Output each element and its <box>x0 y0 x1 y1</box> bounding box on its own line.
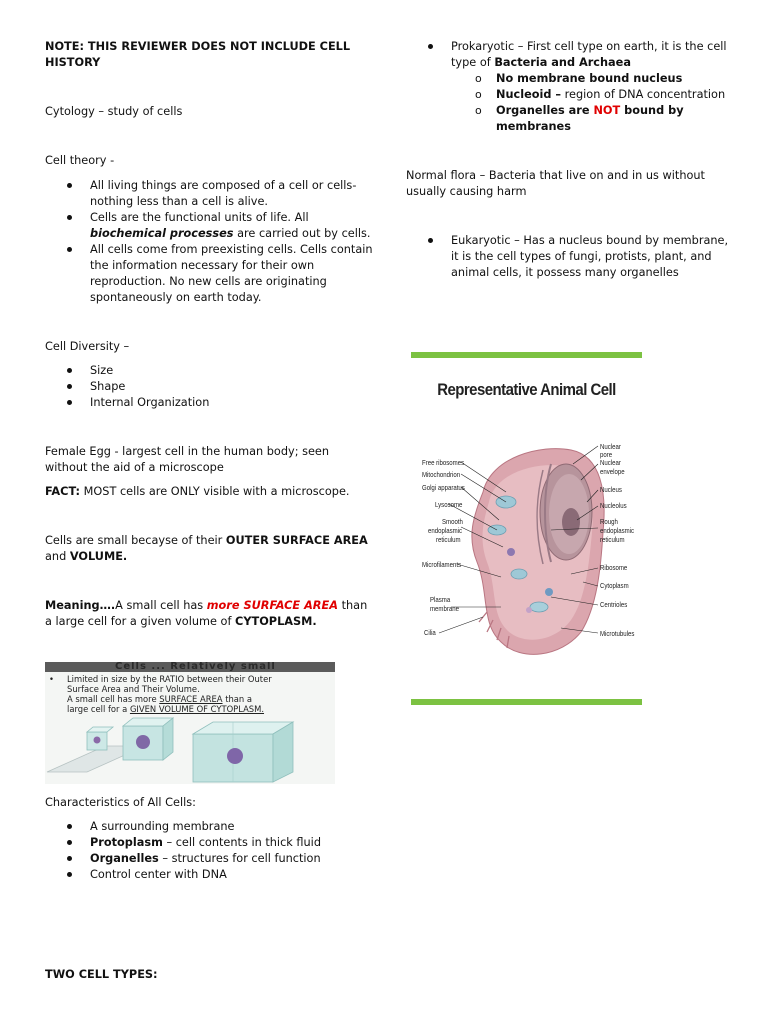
figure-text: • Limited in size by the RATIO between their Outer Surface Area and Their Volume. A small cell has more SURFACE AREA than a large cell for a GIVEN VOLUME OF CYTOPLASM. <box>49 674 272 714</box>
list-item: Shape <box>45 379 375 395</box>
label-envelope: envelope <box>600 467 625 476</box>
label-membrane: membrane <box>430 604 459 613</box>
list-item: All cells come from preexisting cells. Cells contain the information necessary for their own reproduction. No new cells are originating spontaneously on earth today. <box>45 242 375 306</box>
label-microtubules: Microtubules <box>600 629 635 638</box>
list-item: Eukaryotic – Has a nucleus bound by membrane, it is the cell types of fungi, protists, plant, and animal cells, it possess many organelles <box>406 233 736 281</box>
cell-theory-list <box>45 178 375 306</box>
normal-flora-paragraph: Normal flora – Bacteria that live on and in us without usually causing harm <box>406 169 705 198</box>
label-cytoplasm: Cytoplasm <box>600 581 629 590</box>
two-cell-types-heading: TWO CELL TYPES: <box>45 968 158 981</box>
right-column <box>406 39 736 281</box>
small-cells-paragraph: Cells are small becayse of their OUTER SURFACE AREA and VOLUME. <box>45 534 368 563</box>
left-column <box>45 39 375 630</box>
label-microfilaments: Microfilaments <box>422 560 462 569</box>
list-item: Size <box>45 363 375 379</box>
egg-paragraph: Female Egg - largest cell in the human body; seen without the aid of a microscope <box>45 445 330 474</box>
fact-paragraph: FACT: MOST cells are ONLY visible with a microscope. <box>45 485 350 498</box>
figure-title: Representative Animal Cell <box>437 380 616 399</box>
list-item: A surrounding membrane <box>45 819 375 835</box>
list-item: Protoplasm – cell contents in thick fluid <box>45 835 375 851</box>
cells-size-figure <box>45 662 335 784</box>
cubes-illustration <box>45 662 335 784</box>
characteristics-section <box>45 795 375 983</box>
label-nuclear: Nuclear <box>600 458 621 467</box>
label-golgi-apparatus: Golgi apparatus <box>422 483 465 492</box>
characteristics-heading: Characteristics of All Cells: <box>45 796 196 809</box>
label-endoplasmic: endoplasmic <box>428 526 463 535</box>
label-free-ribosomes: Free ribosomes <box>422 458 465 467</box>
label-endoplasmic-right: endoplasmic <box>600 526 635 535</box>
label-reticulum: reticulum <box>436 535 461 544</box>
label-cilia: Cilia <box>424 628 436 637</box>
label-nucleolus: Nucleolus <box>600 501 627 510</box>
diversity-heading: Cell Diversity – <box>45 340 130 353</box>
list-item: Cells are the functional units of life. All biochemical processes are carried out by cells. <box>45 210 375 242</box>
label-nucleus: Nucleus <box>600 485 622 494</box>
label-smooth: Smooth <box>442 517 463 526</box>
list-item: Control center with DNA <box>45 867 375 883</box>
list-item: Prokaryotic – First cell type on earth, it is the cell type of Bacteria and Archaea o No membrane bound nucleus o Nucleoid – region of DNA concentration o Organelles are NOT bound by membranes <box>406 39 736 135</box>
prokaryotic-list <box>406 39 736 135</box>
list-item: Internal Organization <box>45 395 375 411</box>
label-plasma: Plasma <box>430 595 451 604</box>
label-nuclear-pore: Nuclear pore <box>600 442 621 459</box>
list-item: o Organelles are NOT bound by membranes <box>451 103 736 135</box>
eukaryotic-list <box>406 233 736 281</box>
list-item: o Nucleoid – region of DNA concentration <box>451 87 736 103</box>
cell-theory-heading: Cell theory - <box>45 154 115 167</box>
characteristics-list <box>45 819 375 883</box>
list-item: Organelles – structures for cell function <box>45 851 375 867</box>
label-lysosome: Lysosome <box>435 500 463 509</box>
label-ribosome: Ribosome <box>600 563 628 572</box>
note-heading: NOTE: THIS REVIEWER DOES NOT INCLUDE CELL HISTORY <box>45 40 351 69</box>
animal-cell-figure <box>411 352 642 706</box>
cytology-definition: Cytology – study of cells <box>45 105 183 118</box>
figure-header-bar: Cells ... Relatively small <box>45 662 335 672</box>
meaning-paragraph: Meaning….A small cell has more SURFACE AREA than a large cell for a given volume of CYTOPLASM. <box>45 599 368 628</box>
label-mitochondrion: Mitochondrion <box>422 470 461 479</box>
diversity-list <box>45 363 375 411</box>
label-rough: Rough <box>600 517 618 526</box>
prokaryotic-sublist <box>451 71 736 135</box>
label-centrioles: Centrioles <box>600 600 628 609</box>
list-item: All living things are composed of a cell or cells- nothing less than a cell is alive. <box>45 178 375 210</box>
label-reticulum-right: reticulum <box>600 535 625 544</box>
list-item: o No membrane bound nucleus <box>451 71 736 87</box>
